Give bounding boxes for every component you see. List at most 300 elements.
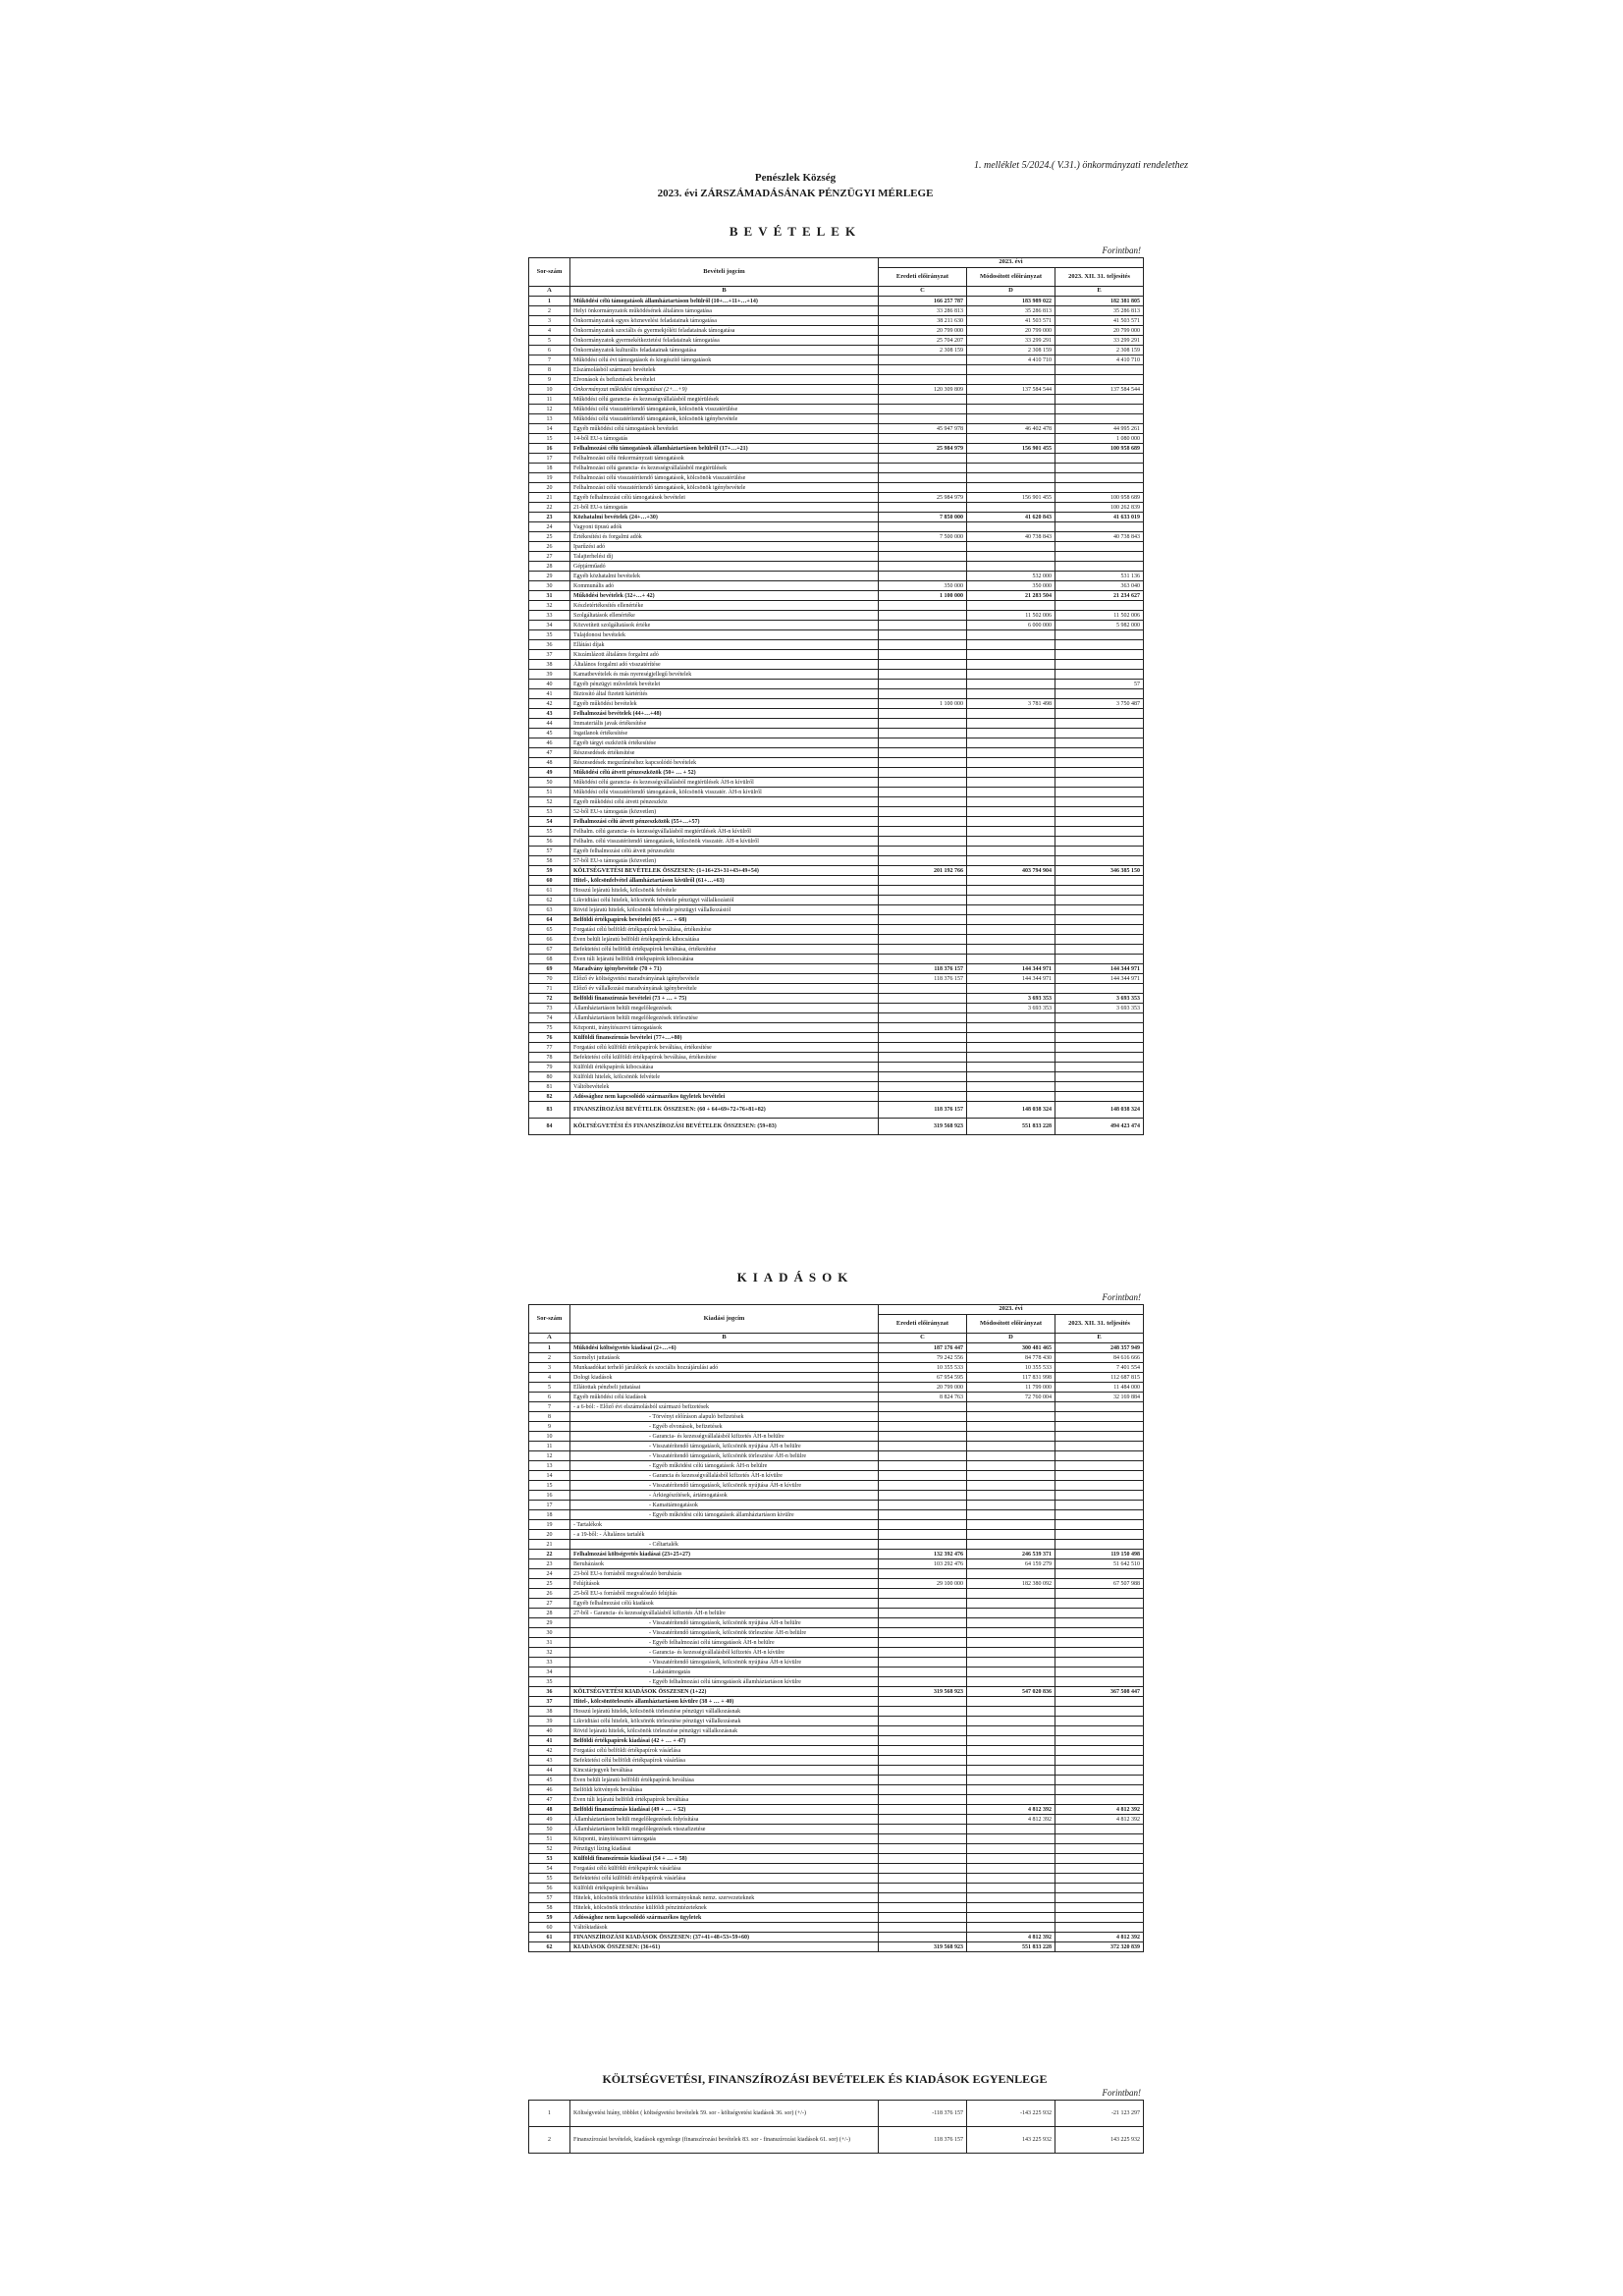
income-row-label: Felhalmozási célú visszatérítendő támogatások, kölcsönök igénybevétele xyxy=(570,483,879,493)
expense-col-modified: Módosított előirányzat xyxy=(967,1315,1055,1334)
income-row-actual xyxy=(1055,729,1144,738)
expense-row-modified xyxy=(967,1854,1055,1864)
income-row-modified xyxy=(967,375,1055,385)
table-row xyxy=(529,1343,1144,1353)
table-row xyxy=(529,542,1144,552)
income-row-original: 38 211 630 xyxy=(879,316,967,326)
income-row-actual: 5 982 000 xyxy=(1055,621,1144,630)
income-row-number: 34 xyxy=(529,621,570,630)
income-row-actual: 144 344 971 xyxy=(1055,964,1144,974)
income-row-modified xyxy=(967,542,1055,552)
expense-row-original xyxy=(879,1412,967,1422)
expense-row-modified xyxy=(967,1481,1055,1491)
income-row-number: 6 xyxy=(529,346,570,355)
expense-row-actual xyxy=(1055,1697,1144,1707)
expense-row-modified xyxy=(967,1834,1055,1844)
expense-row-original xyxy=(879,1903,967,1913)
annex-note: 1. melléklet 5/2024.( V.31.) önkormányzati rendelethez xyxy=(973,160,1188,171)
income-row-label: Likviditási célú hitelek, kölcsönök felvétele pénzügyi vállalkozástól xyxy=(570,896,879,905)
expense-row-modified: 10 355 533 xyxy=(967,1363,1055,1373)
income-row-label: Gépjárműadó xyxy=(570,562,879,572)
income-row-actual xyxy=(1055,405,1144,414)
income-row-original: 2 308 159 xyxy=(879,346,967,355)
income-row-original xyxy=(879,827,967,837)
table-row xyxy=(529,768,1144,778)
expense-row-modified: 72 760 004 xyxy=(967,1393,1055,1402)
expense-row-actual xyxy=(1055,1864,1144,1874)
income-row-modified: 551 833 228 xyxy=(967,1119,1055,1135)
income-row-label: 21-ből EU-s támogatás xyxy=(570,503,879,513)
income-row-number: 69 xyxy=(529,964,570,974)
income-row-number: 18 xyxy=(529,464,570,473)
table-row xyxy=(529,1102,1144,1119)
income-row-number: 58 xyxy=(529,856,570,866)
expense-row-number: 15 xyxy=(529,1481,570,1491)
expense-row-actual xyxy=(1055,1726,1144,1736)
expense-row-original: 319 568 923 xyxy=(879,1687,967,1697)
expense-row-label: Egyéb felhalmozási célú kiadások xyxy=(570,1599,879,1609)
income-row-actual xyxy=(1055,660,1144,670)
expense-row-original xyxy=(879,1834,967,1844)
income-row-number: 14 xyxy=(529,424,570,434)
expense-row-label: - Kamattámogatások xyxy=(570,1501,879,1510)
expense-row-number: 59 xyxy=(529,1913,570,1923)
expense-row-label: - Visszatérítendő támogatások, kölcsönök nyújtása ÁH-n kívülre xyxy=(570,1481,879,1491)
expense-row-actual: 119 150 498 xyxy=(1055,1550,1144,1559)
income-row-number: 29 xyxy=(529,572,570,581)
expense-row-label: Működési költségvetés kiadásai (2+…+6) xyxy=(570,1343,879,1353)
table-row xyxy=(529,434,1144,444)
income-row-modified: 4 410 710 xyxy=(967,355,1055,365)
income-row-label: Helyi önkormányzatok működésének általános támogatása xyxy=(570,306,879,316)
expense-row-modified xyxy=(967,1412,1055,1422)
expense-row-label: - Egyéb felhalmozási célú támogatások ÁH-n belülre xyxy=(570,1638,879,1648)
income-row-label: Önkormányzatok kulturális feladatainak támogatása xyxy=(570,346,879,355)
expense-row-modified xyxy=(967,1923,1055,1933)
table-row xyxy=(529,473,1144,483)
income-row-original xyxy=(879,473,967,483)
table-row xyxy=(529,621,1144,630)
income-row-original xyxy=(879,1072,967,1082)
expense-row-label: - Garancia és kezességvállalásból kifizetés ÁH-n kívülre xyxy=(570,1471,879,1481)
expense-row-label: Egyéb működési célú kiadások xyxy=(570,1393,879,1402)
expense-row-label: KIADÁSOK ÖSSZESEN: (36+61) xyxy=(570,1942,879,1952)
expense-row-original: 10 355 533 xyxy=(879,1363,967,1373)
table-row xyxy=(529,1569,1144,1579)
income-row-number: 74 xyxy=(529,1013,570,1023)
income-row-label: Felhalmozási bevételek (44+…+48) xyxy=(570,709,879,719)
income-row-number: 17 xyxy=(529,454,570,464)
table-row xyxy=(529,847,1144,856)
income-row-original: 25 704 207 xyxy=(879,336,967,346)
expense-row-actual xyxy=(1055,1756,1144,1766)
income-row-modified: 40 738 843 xyxy=(967,532,1055,542)
income-row-number: 3 xyxy=(529,316,570,326)
income-section-title: BEVÉTELEK xyxy=(729,224,862,239)
income-row-actual xyxy=(1055,1063,1144,1072)
income-row-actual xyxy=(1055,837,1144,847)
income-row-number: 35 xyxy=(529,630,570,640)
income-row-label: Működési célú visszatérítendő támogatások, kölcsönök igénybevétele xyxy=(570,414,879,424)
income-row-actual xyxy=(1055,709,1144,719)
expense-row-number: 19 xyxy=(529,1520,570,1530)
income-row-number: 5 xyxy=(529,336,570,346)
expense-row-modified xyxy=(967,1432,1055,1442)
income-row-original xyxy=(879,365,967,375)
expense-row-number: 40 xyxy=(529,1726,570,1736)
income-row-original xyxy=(879,817,967,827)
income-row-label: Egyéb felhalmozási célú átvett pénzeszköz xyxy=(570,847,879,856)
income-row-number: 63 xyxy=(529,905,570,915)
table-row xyxy=(529,788,1144,797)
expense-row-label: Külföldi finanszírozás kiadásai (54 + … + 58) xyxy=(570,1854,879,1864)
expense-row-modified xyxy=(967,1618,1055,1628)
income-row-number: 57 xyxy=(529,847,570,856)
income-row-label: Működési célú átvett pénzeszközök (50+ … + 52) xyxy=(570,768,879,778)
income-row-modified xyxy=(967,503,1055,513)
expense-row-modified xyxy=(967,1422,1055,1432)
income-row-original: 20 799 000 xyxy=(879,326,967,336)
income-row-original xyxy=(879,611,967,621)
table-row xyxy=(529,866,1144,876)
table-row xyxy=(529,660,1144,670)
table-row xyxy=(529,640,1144,650)
expense-row-label: - Árkiegészítések, ártámogatások xyxy=(570,1491,879,1501)
expense-row-original: 8 824 763 xyxy=(879,1393,967,1402)
expense-row-modified xyxy=(967,1638,1055,1648)
expense-row-modified xyxy=(967,1540,1055,1550)
expense-row-modified xyxy=(967,1677,1055,1687)
balance-title: KÖLTSÉGVETÉSI, FINANSZÍROZÁSI BEVÉTELEK ÉS KIADÁSOK EGYENLEGE xyxy=(602,2072,1048,2086)
table-row xyxy=(529,807,1144,817)
expense-row-modified xyxy=(967,1717,1055,1726)
table-row xyxy=(529,1854,1144,1864)
table-row xyxy=(529,1540,1144,1550)
expense-row-modified xyxy=(967,1864,1055,1874)
expense-row-label: Beruházások xyxy=(570,1559,879,1569)
income-row-label: Szolgáltatások ellenértéke xyxy=(570,611,879,621)
table-row xyxy=(529,935,1144,945)
income-row-actual xyxy=(1055,768,1144,778)
expense-row-label: 27-ből - Garancia- és kezességvállalásból kifizetés ÁH-n belülre xyxy=(570,1609,879,1618)
income-row-original: 118 376 157 xyxy=(879,1102,967,1119)
income-row-modified: 41 620 843 xyxy=(967,513,1055,522)
expense-row-actual xyxy=(1055,1638,1144,1648)
expense-row-original xyxy=(879,1736,967,1746)
income-row-modified xyxy=(967,562,1055,572)
income-row-original xyxy=(879,1013,967,1023)
income-row-actual: 148 038 324 xyxy=(1055,1102,1144,1119)
income-row-label: Egyéb közhatalmi bevételek xyxy=(570,572,879,581)
table-row xyxy=(529,306,1144,316)
table-row xyxy=(529,444,1144,454)
income-row-modified xyxy=(967,768,1055,778)
income-row-number: 55 xyxy=(529,827,570,837)
expense-row-label: Rövid lejáratú hitelek, kölcsönök törlesztése pénzügyi vállalkozásnak xyxy=(570,1726,879,1736)
expense-row-actual xyxy=(1055,1736,1144,1746)
income-row-label: KÖLTSÉGVETÉSI ÉS FINANSZÍROZÁSI BEVÉTELEK ÖSSZESEN: (59+83) xyxy=(570,1119,879,1135)
expense-row-original xyxy=(879,1402,967,1412)
income-letter-a: A xyxy=(529,287,570,297)
income-row-modified xyxy=(967,660,1055,670)
expense-row-modified xyxy=(967,1766,1055,1776)
income-row-modified: 46 402 478 xyxy=(967,424,1055,434)
table-row xyxy=(529,1677,1144,1687)
table-row xyxy=(529,680,1144,689)
table-row xyxy=(529,1795,1144,1805)
income-row-number: 70 xyxy=(529,974,570,984)
income-row-modified xyxy=(967,719,1055,729)
income-row-label: Előző év vállalkozási maradványának igénybevétele xyxy=(570,984,879,994)
income-row-modified xyxy=(967,709,1055,719)
expense-row-original xyxy=(879,1795,967,1805)
income-letter-e: E xyxy=(1055,287,1144,297)
income-row-label: Biztosító által fizetett kártérítés xyxy=(570,689,879,699)
table-row xyxy=(529,1550,1144,1559)
income-row-label: Belföldi értékpapírok bevételei (65 + … + 68) xyxy=(570,915,879,925)
income-row-actual xyxy=(1055,365,1144,375)
expense-row-original: 29 100 000 xyxy=(879,1579,967,1589)
expense-row-label: - a 19-ből: - Általános tartalék xyxy=(570,1530,879,1540)
expense-row-modified xyxy=(967,1628,1055,1638)
income-row-label: Ingatlanok értékesítése xyxy=(570,729,879,738)
expense-row-original xyxy=(879,1658,967,1667)
expense-row-actual xyxy=(1055,1618,1144,1628)
expense-row-modified xyxy=(967,1667,1055,1677)
expense-row-number: 6 xyxy=(529,1393,570,1402)
expense-row-number: 31 xyxy=(529,1638,570,1648)
expense-row-label: Központi, irányítószervi támogatás xyxy=(570,1834,879,1844)
table-row xyxy=(529,1053,1144,1063)
income-row-label: Államháztartáson belüli megelőlegezések törlesztése xyxy=(570,1013,879,1023)
table-row xyxy=(529,513,1144,522)
income-row-actual: 2 308 159 xyxy=(1055,346,1144,355)
income-row-modified xyxy=(967,945,1055,955)
table-row xyxy=(529,1393,1144,1402)
income-row-number: 36 xyxy=(529,640,570,650)
income-row-number: 48 xyxy=(529,758,570,768)
income-row-modified xyxy=(967,630,1055,640)
income-row-original xyxy=(879,405,967,414)
income-row-label: Talajterhelési díj xyxy=(570,552,879,562)
income-row-original xyxy=(879,788,967,797)
income-row-modified: 3 693 353 xyxy=(967,994,1055,1004)
expense-row-original xyxy=(879,1599,967,1609)
table-row xyxy=(529,1736,1144,1746)
table-row xyxy=(529,1884,1144,1893)
expense-col-original: Eredeti előirányzat xyxy=(879,1315,967,1334)
income-row-modified xyxy=(967,925,1055,935)
income-row-label: Ellátási díjak xyxy=(570,640,879,650)
expense-row-label: - Törvényi előíráson alapuló befizetések xyxy=(570,1412,879,1422)
income-row-original xyxy=(879,896,967,905)
income-row-number: 80 xyxy=(529,1072,570,1082)
income-row-actual xyxy=(1055,1013,1144,1023)
expense-row-actual xyxy=(1055,1540,1144,1550)
income-row-original xyxy=(879,945,967,955)
expense-row-actual xyxy=(1055,1903,1144,1913)
income-row-modified: 2 308 159 xyxy=(967,346,1055,355)
income-row-original xyxy=(879,876,967,886)
income-row-actual xyxy=(1055,896,1144,905)
table-row xyxy=(529,738,1144,748)
income-row-number: 2 xyxy=(529,306,570,316)
table-row xyxy=(529,1726,1144,1736)
expense-row-number: 2 xyxy=(529,1353,570,1363)
table-row xyxy=(529,1461,1144,1471)
expense-row-label: Forgatási célú külföldi értékpapírok vásárlása xyxy=(570,1864,879,1874)
expense-row-actual xyxy=(1055,1844,1144,1854)
expense-row-number: 9 xyxy=(529,1422,570,1432)
expense-row-original xyxy=(879,1481,967,1491)
income-row-actual: 100 262 839 xyxy=(1055,503,1144,513)
income-row-label: Értékesítési és forgalmi adók xyxy=(570,532,879,542)
income-row-modified xyxy=(967,473,1055,483)
income-row-original xyxy=(879,434,967,444)
income-row-number: 27 xyxy=(529,552,570,562)
income-row-original xyxy=(879,601,967,611)
table-row xyxy=(529,1353,1144,1363)
expense-row-original xyxy=(879,1530,967,1540)
expense-row-modified: 182 380 092 xyxy=(967,1579,1055,1589)
income-row-modified xyxy=(967,1013,1055,1023)
expense-row-number: 4 xyxy=(529,1373,570,1383)
expense-row-actual xyxy=(1055,1913,1144,1923)
table-row xyxy=(529,1638,1144,1648)
income-row-original xyxy=(879,729,967,738)
expense-row-label: Hosszú lejáratú hitelek, kölcsönök törlesztése pénzügyi vállalkozásnak xyxy=(570,1707,879,1717)
table-row xyxy=(529,1746,1144,1756)
expense-row-label: Államháztartáson belüli megelőlegezések visszafizetése xyxy=(570,1825,879,1834)
income-row-actual: 44 995 261 xyxy=(1055,424,1144,434)
expense-row-modified xyxy=(967,1471,1055,1481)
table-row xyxy=(529,1785,1144,1795)
table-row xyxy=(529,719,1144,729)
table-row xyxy=(529,1687,1144,1697)
table-row xyxy=(529,837,1144,847)
income-row-modified: 532 000 xyxy=(967,572,1055,581)
income-row-modified: 6 000 000 xyxy=(967,621,1055,630)
expense-row-label: FINANSZÍROZÁSI KIADÁSOK ÖSSZESEN: (37+41+48+53+59+60) xyxy=(570,1933,879,1942)
expense-row-original xyxy=(879,1432,967,1442)
income-row-label: Működési célú visszatérítendő támogatások, kölcsönök visszatérülése xyxy=(570,405,879,414)
income-row-number: 11 xyxy=(529,395,570,405)
table-row xyxy=(529,1063,1144,1072)
expense-row-actual xyxy=(1055,1589,1144,1599)
expense-row-number: 32 xyxy=(529,1648,570,1658)
income-row-number: 10 xyxy=(529,385,570,395)
expense-row-label: - Visszatérítendő támogatások, kölcsönök nyújtása ÁH-n belülre xyxy=(570,1618,879,1628)
expense-row-actual xyxy=(1055,1530,1144,1540)
income-row-actual xyxy=(1055,984,1144,994)
expense-row-original xyxy=(879,1923,967,1933)
expense-row-original xyxy=(879,1491,967,1501)
expense-row-number: 52 xyxy=(529,1844,570,1854)
expense-row-original xyxy=(879,1884,967,1893)
expense-row-label: Pénzügyi lízing kiadásai xyxy=(570,1844,879,1854)
table-row xyxy=(529,1023,1144,1033)
expense-row-original xyxy=(879,1933,967,1942)
expense-row-number: 25 xyxy=(529,1579,570,1589)
income-row-actual xyxy=(1055,748,1144,758)
expense-row-actual: 248 357 949 xyxy=(1055,1343,1144,1353)
income-row-original xyxy=(879,886,967,896)
income-row-actual xyxy=(1055,630,1144,640)
income-table xyxy=(528,257,1144,1135)
income-row-actual xyxy=(1055,689,1144,699)
expense-row-number: 3 xyxy=(529,1363,570,1373)
expense-row-label: Hitel-, kölcsöntörlesztés államháztartáson kívülre (38 + … + 40) xyxy=(570,1697,879,1707)
expense-row-number: 48 xyxy=(529,1805,570,1815)
income-row-original xyxy=(879,630,967,640)
expense-row-label: Külföldi értékpapírok beváltása xyxy=(570,1884,879,1893)
income-row-label: Felhalm. célú garancia- és kezességvállalásból megtérülések ÁH-n kívülről xyxy=(570,827,879,837)
table-row xyxy=(529,1119,1144,1135)
income-row-original xyxy=(879,660,967,670)
income-row-actual xyxy=(1055,719,1144,729)
income-row-actual: 20 799 000 xyxy=(1055,326,1144,336)
expense-row-number: 14 xyxy=(529,1471,570,1481)
income-row-modified xyxy=(967,886,1055,896)
income-row-number: 41 xyxy=(529,689,570,699)
income-row-original xyxy=(879,1033,967,1043)
income-row-number: 22 xyxy=(529,503,570,513)
expense-section-title: KIADÁSOK xyxy=(736,1270,854,1285)
income-row-original xyxy=(879,837,967,847)
income-row-label: Felhalmozási célú visszatérítendő támogatások, kölcsönök visszatérülése xyxy=(570,473,879,483)
income-row-actual xyxy=(1055,945,1144,955)
income-row-actual: 41 633 019 xyxy=(1055,513,1144,522)
expense-letter-c: C xyxy=(879,1334,967,1343)
table-row xyxy=(529,591,1144,601)
income-row-actual xyxy=(1055,807,1144,817)
income-row-original xyxy=(879,807,967,817)
table-row xyxy=(529,1363,1144,1373)
income-row-number: 44 xyxy=(529,719,570,729)
expense-row-label: Hitelek, kölcsönök törlesztése külföldi pénzintézeteknek xyxy=(570,1903,879,1913)
expense-row-modified: 246 539 371 xyxy=(967,1550,1055,1559)
table-row xyxy=(529,1834,1144,1844)
table-row xyxy=(529,1609,1144,1618)
table-row xyxy=(529,896,1144,905)
income-row-original xyxy=(879,562,967,572)
table-row xyxy=(529,572,1144,581)
expense-row-number: 26 xyxy=(529,1589,570,1599)
income-row-modified xyxy=(967,1063,1055,1072)
income-row-original: 33 286 813 xyxy=(879,306,967,316)
income-row-number: 65 xyxy=(529,925,570,935)
income-row-label: Működési célú támogatások államháztartáson belülről (10+…+11+…+14) xyxy=(570,297,879,306)
income-row-original xyxy=(879,414,967,424)
expense-row-modified xyxy=(967,1648,1055,1658)
income-row-number: 4 xyxy=(529,326,570,336)
expense-row-label: - Garancia- és kezességvállalásból kifizetés ÁH-n kívülre xyxy=(570,1648,879,1658)
expense-row-number: 34 xyxy=(529,1667,570,1677)
income-row-number: 32 xyxy=(529,601,570,611)
expense-row-actual xyxy=(1055,1717,1144,1726)
income-row-label: 14-ből EU-s támogatás xyxy=(570,434,879,444)
balance-row-actual: 143 225 932 xyxy=(1055,2127,1144,2154)
expense-row-original xyxy=(879,1667,967,1677)
expense-row-actual xyxy=(1055,1451,1144,1461)
expense-row-number: 37 xyxy=(529,1697,570,1707)
table-row xyxy=(529,1373,1144,1383)
income-row-label: Egyéb működési célú támogatások bevételei xyxy=(570,424,879,434)
income-letter-b: B xyxy=(570,287,879,297)
expense-row-original xyxy=(879,1422,967,1432)
expense-row-original: 79 242 556 xyxy=(879,1353,967,1363)
expense-row-actual xyxy=(1055,1834,1144,1844)
